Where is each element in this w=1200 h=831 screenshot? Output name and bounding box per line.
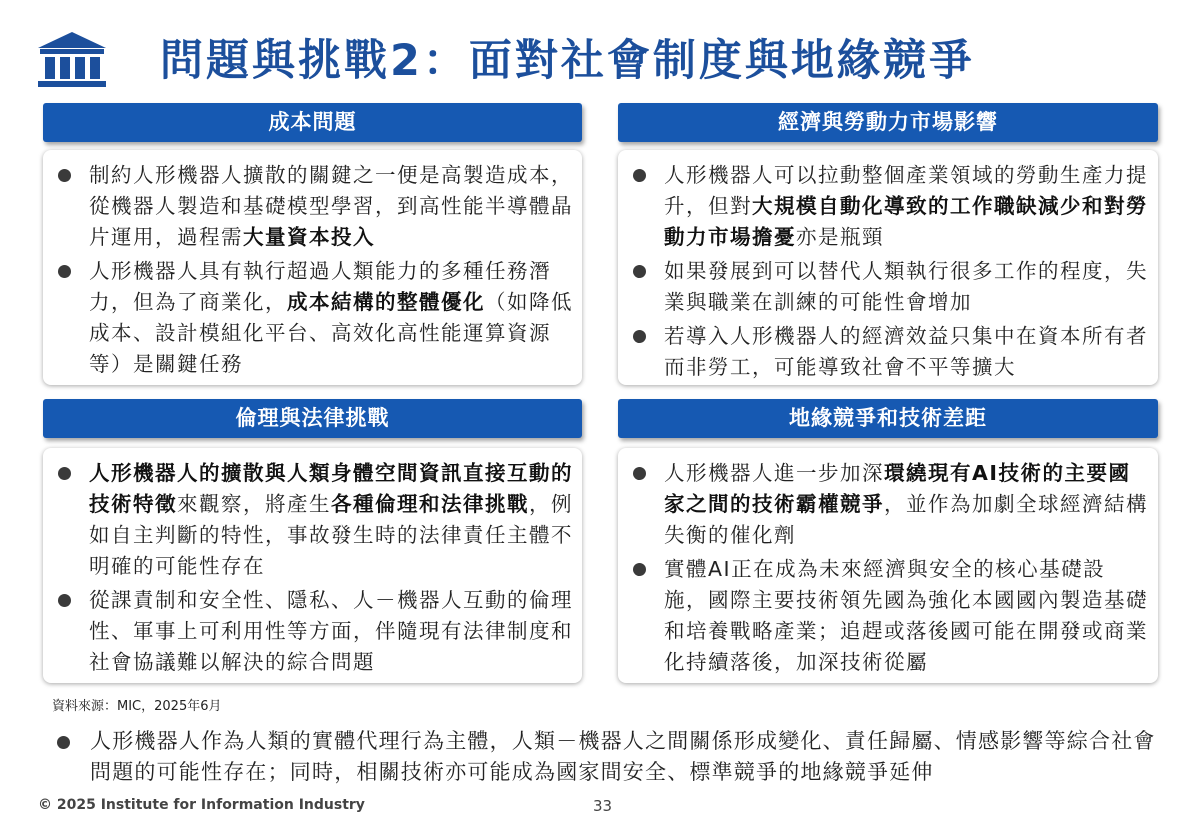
text: 從課責制和安全性、隱私、人－機器人互動的倫理性、軍事上可利用性等方面，伴隨現有法律制度和社會協議難以解決的綜合問題 — [89, 588, 573, 674]
bold-text: 環繞現有AI技術的主要國家之間的技術霸權競爭 — [664, 461, 1131, 516]
panel-geopolitics — [618, 448, 1158, 683]
panel-cost — [43, 150, 582, 385]
copyright: © 2025 Institute for Information Industry — [38, 797, 365, 813]
list-item — [618, 321, 1148, 383]
bullet-list — [618, 458, 1148, 678]
summary-text: 人形機器人作為人類的實體代理行為主體，人類－機器人之間關係形成變化、責任歸屬、情感影響等綜合社會問題的可能性存在；同時，相關技術亦可能成為國家間安全、標準競爭的地緣競爭延伸 — [90, 729, 1156, 784]
bullet-list — [618, 160, 1148, 383]
text: 來觀察，將產生 — [177, 492, 331, 516]
panel-economy — [618, 150, 1158, 385]
list-item — [618, 554, 1148, 678]
bold-text: 人形機器人的擴散與人類身體空間資訊直接互動的技術特徵 — [89, 461, 573, 516]
bold-text: 大量資本投入 — [243, 225, 375, 249]
page-number: 33 — [593, 797, 613, 815]
text: 實體AI正在成為未來經濟與安全的核心基礎設施，國際主要技術領先國為強化本國國內製造基礎和培養戰略產業；追趕或落後國可能在開發或商業化持續落後，加深技術從屬 — [664, 557, 1148, 674]
list-item — [43, 458, 573, 582]
list-item — [43, 160, 573, 253]
institution-pillars-icon — [36, 30, 108, 88]
text: ，並作為加劇全球經濟結構失衡的催化劑 — [664, 492, 1148, 547]
panel-title-cost: 成本問題 — [43, 103, 582, 142]
bullet-dot-icon — [58, 265, 71, 278]
bold-text: 成本結構的整體優化 — [287, 290, 485, 314]
text: 人形機器人進一步加深 — [664, 461, 884, 485]
bullet-list — [43, 160, 573, 380]
bullet-dot-icon — [58, 169, 71, 182]
bullet-dot-icon — [633, 563, 646, 576]
list-item — [618, 458, 1148, 551]
text: 如果發展到可以替代人類執行很多工作的程度，失業與職業在訓練的可能性會增加 — [664, 259, 1148, 314]
text: ，例如自主判斷的特性，事故發生時的法律責任主體不明確的可能性存在 — [89, 492, 573, 578]
bullet-dot-icon — [633, 169, 646, 182]
page-title: 問題與挑戰2：面對社會制度與地緣競爭 — [160, 36, 975, 86]
list-item — [43, 256, 573, 380]
summary-bullet — [52, 726, 1162, 788]
text: 人形機器人可以拉動整個產業領域的勞動生產力提升，但對 — [664, 163, 1148, 218]
panel-ethics — [43, 448, 582, 683]
bullet-dot-icon — [58, 594, 71, 607]
bullet-dot-icon — [58, 467, 71, 480]
panel-title-economy: 經濟與勞動力市場影響 — [618, 103, 1158, 142]
list-item — [43, 585, 573, 678]
bullet-list — [43, 458, 573, 678]
bullet-dot-icon — [633, 265, 646, 278]
bullet-dot-icon — [633, 467, 646, 480]
text: 若導入人形機器人的經濟效益只集中在資本所有者而非勞工，可能導致社會不平等擴大 — [664, 324, 1148, 379]
bullet-dot-icon — [633, 330, 646, 343]
source-note: 資料來源：MIC，2025年6月 — [52, 699, 222, 714]
text: 人形機器人具有執行超過人類能力的多種任務潛力，但為了商業化， — [89, 259, 551, 314]
text: 亦是瓶頸 — [796, 225, 884, 249]
bold-text: 大規模自動化導致的工作職缺減少和對勞動力市場擔憂 — [664, 194, 1148, 249]
text: 制約人形機器人擴散的關鍵之一便是高製造成本，從機器人製造和基礎模型學習，到高性能半導體晶片運用，過程需 — [89, 163, 573, 249]
bullet-dot-icon — [57, 736, 70, 749]
panel-title-geopolitics: 地緣競爭和技術差距 — [618, 399, 1158, 438]
panel-title-ethics: 倫理與法律挑戰 — [43, 399, 582, 438]
list-item — [618, 160, 1148, 253]
list-item — [618, 256, 1148, 318]
text: （如降低成本、設計模組化平台、高效化高性能運算資源等）是關鍵任務 — [89, 290, 573, 376]
bold-text: 各種倫理和法律挑戰 — [331, 492, 529, 516]
